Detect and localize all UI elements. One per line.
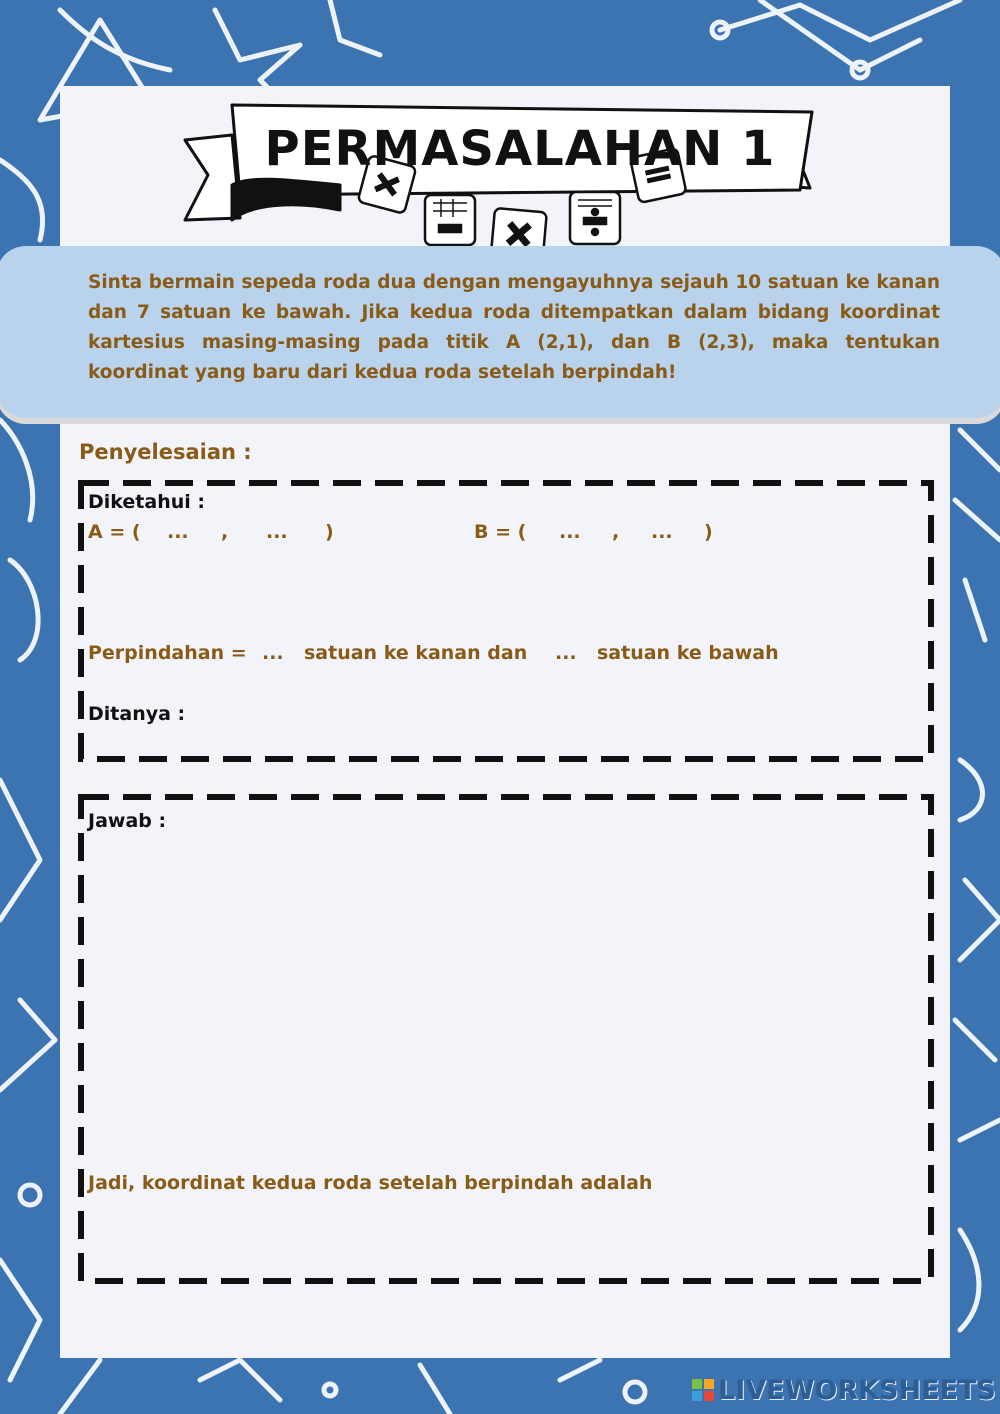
brand-name: LIVEWORKSHEETS: [718, 1374, 996, 1406]
move-right-blank[interactable]: ...: [262, 642, 284, 664]
point-a-label: A = (: [88, 521, 141, 543]
move-down-text: satuan ke bawah: [597, 642, 779, 664]
point-a-separator: ,: [221, 521, 229, 543]
move-down-blank[interactable]: ...: [555, 642, 577, 664]
logo-blocks-icon: [692, 1379, 714, 1401]
liveworksheets-logo[interactable]: [692, 1374, 996, 1406]
answer-conclusion: Jadi, koordinat kedua roda setelah berpindah adalah: [88, 1172, 653, 1194]
point-a-x-blank[interactable]: ...: [167, 521, 189, 543]
problem-statement: Sinta bermain sepeda roda dua dengan mengayuhnya sejauh 10 satuan ke kanan dan 7 satuan ke bawah. Jika kedua roda ditempatkan dalam bidang koordinat kartesius masing-masing pada titik A (2,1), dan B (2,3), maka tentukan koordinat yang baru dari kedua roda setelah berpindah!: [88, 272, 940, 383]
answer-heading: Jawab :: [88, 810, 167, 832]
asked-heading: Ditanya :: [88, 703, 186, 725]
move-label: Perpindahan =: [88, 642, 247, 664]
dice-icon-2: [425, 195, 475, 245]
dice-icon-4: [570, 192, 620, 244]
page-title: PERMASALAHAN 1: [264, 121, 776, 177]
point-b-close: ): [704, 521, 713, 543]
point-b-y-blank[interactable]: ...: [651, 521, 673, 543]
point-b-separator: ,: [612, 521, 620, 543]
point-b-label: B = (: [474, 521, 527, 543]
point-b-x-blank[interactable]: ...: [559, 521, 581, 543]
answer-box[interactable]: [76, 792, 936, 1286]
point-a-y-blank[interactable]: ...: [266, 521, 288, 543]
known-heading: Diketahui :: [88, 491, 205, 513]
move-right-text: satuan ke kanan dan: [304, 642, 528, 664]
solution-heading: Penyelesaian :: [79, 440, 252, 464]
point-a-close: ): [325, 521, 334, 543]
